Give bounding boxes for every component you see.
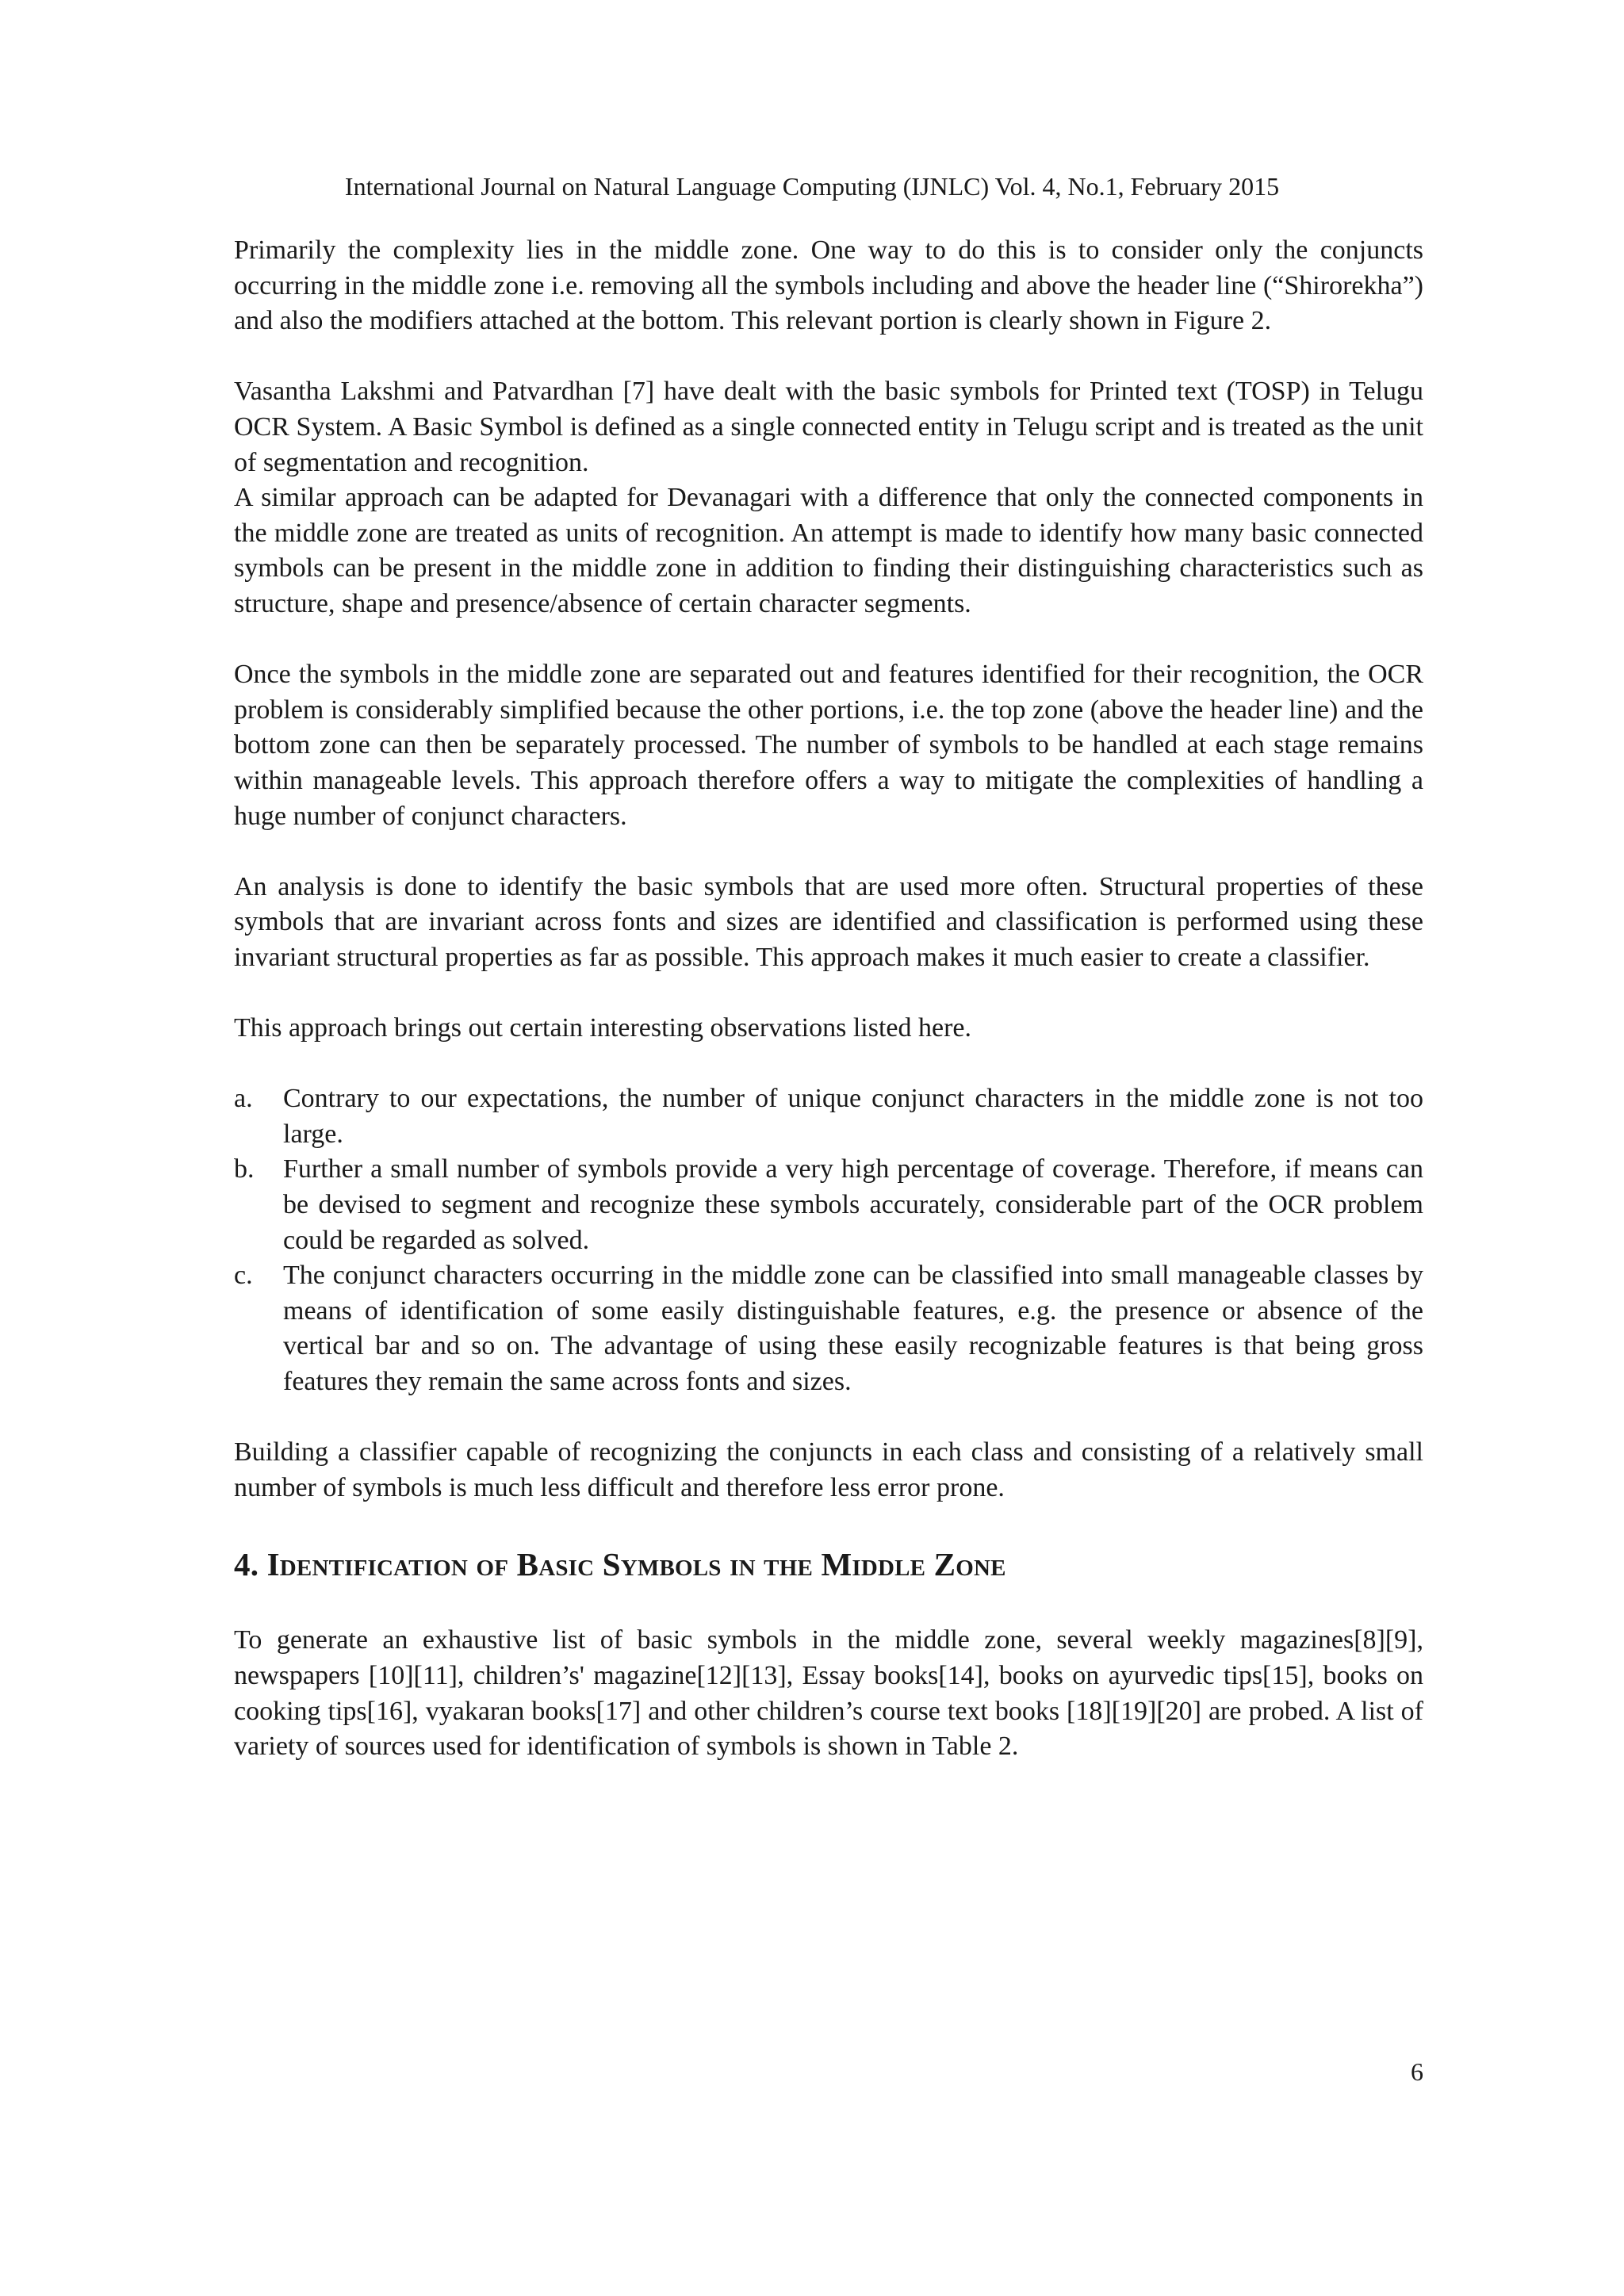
body-text <box>234 233 1423 1765</box>
list-item <box>234 1152 1423 1258</box>
list-item-text: Further a small number of symbols provide a very high percentage of coverage. Therefore, if means can be devised to segment and recognize these symbols accurately, considerable part of the OCR problem could be regarded as solved. <box>283 1154 1423 1255</box>
paragraph-observations-intro: This approach brings out certain interesting observations listed here. <box>234 1013 972 1043</box>
running-header: International Journal on Natural Language Computing (IJNLC) Vol. 4, No.1, February 2015 <box>344 172 1280 201</box>
paragraph-analysis: An analysis is done to identify the basic symbols that are used more often. Structural properties of these symbols that are invariant across fonts and sizes are identified and classification is performed using these invariant structural properties as far as possible. This approach makes it much easier to create a classifier. <box>234 871 1423 972</box>
list-item <box>234 1081 1423 1152</box>
list-marker: a. <box>234 1084 253 1114</box>
paragraph-classifier: Building a classifier capable of recognizing the conjuncts in each class and consisting of a relatively small number of symbols is much less difficult and therefore less error prone. <box>234 1437 1423 1502</box>
paragraph-sources: To generate an exhaustive list of basic symbols in the middle zone, several weekly magazines[8][9], newspapers [10][11], children’s' magazine[12][13], Essay books[14], books on ayurvedic tips[15], books on cooking tips[16], vyakaran books[17] and other children’s course text books [18][19][20] are probed. A list of variety of sources used for identification of symbols is shown in Table 2. <box>234 1625 1423 1762</box>
list-marker: b. <box>234 1154 255 1184</box>
paragraph-devanagari-approach: A similar approach can be adapted for Devanagari with a difference that only the connected components in the middle zone are treated as units of recognition. An attempt is made to identify how many basic connected symbols can be present in the middle zone in addition to finding their distinguishing characteristics such as structure, shape and presence/absence of certain character segments. <box>234 483 1423 618</box>
observations-list <box>234 1081 1423 1399</box>
list-marker: c. <box>234 1261 253 1291</box>
list-item-text: Contrary to our expectations, the number of unique conjunct characters in the middle zone is not too large. <box>283 1084 1423 1149</box>
list-item <box>234 1258 1423 1399</box>
paragraph-telugu-ocr: Vasantha Lakshmi and Patvardhan [7] have dealt with the basic symbols for Printed text (TOSP) in Telugu OCR System. A Basic Symbol is defined as a single connected entity in Telugu script and is treated as the unit of segmentation and recognition. <box>234 377 1423 477</box>
page-number: 6 <box>1411 2057 1423 2086</box>
list-item-text: The conjunct characters occurring in the middle zone can be classified into small manageable classes by means of identification of some easily distinguishable features, e.g. the presence or absence of the vertical bar and so on. The advantage of using these easily recognizable features is that being gross features they remain the same across fonts and sizes. <box>283 1261 1423 1396</box>
paragraph-symbol-separation: Once the symbols in the middle zone are separated out and features identified for their recognition, the OCR problem is considerably simplified because the other portions, i.e. the top zone (above the header line) and the bottom zone can then be separately processed. The number of symbols to be handled at each stage remains within manageable levels. This approach therefore offers a way to mitigate the complexities of handling a huge number of conjunct characters. <box>234 660 1423 831</box>
paragraph-middle-zone-complexity: Primarily the complexity lies in the middle zone. One way to do this is to consider only the conjuncts occurring in the middle zone i.e. removing all the symbols including and above the header line (“Shirorekha”) and also the modifiers attached at the bottom. This relevant portion is clearly shown in Figure 2. <box>234 235 1423 336</box>
section-heading: 4. Identification of Basic Symbols in the Middle Zone <box>234 1546 1006 1583</box>
